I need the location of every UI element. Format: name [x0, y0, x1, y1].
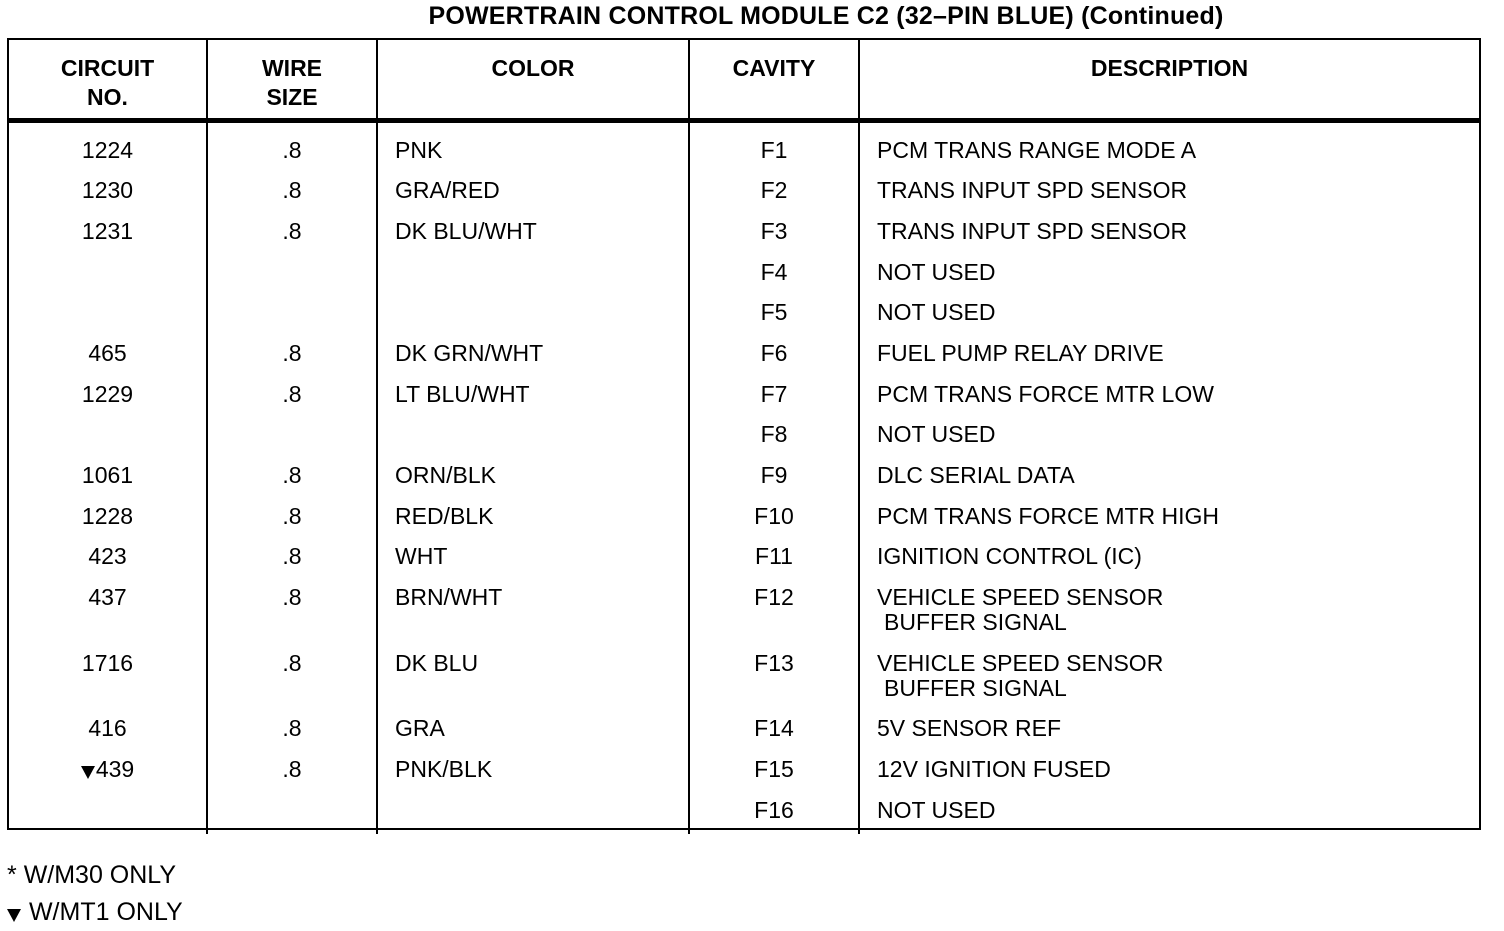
cell-description [859, 585, 1479, 651]
cell-circuit [9, 341, 207, 382]
cell-cavity: F8 [689, 422, 859, 463]
cell-wire-size [207, 300, 377, 341]
table-row [9, 219, 1479, 260]
cell-cavity: F6 [689, 341, 859, 382]
header-circuit-no [9, 40, 207, 120]
cell-wire-size: .8 [207, 382, 377, 423]
circuit-number: 1716 [81, 649, 134, 676]
header-circuit-line1: CIRCUIT [60, 55, 155, 81]
cell-color: LT BLU/WHT [377, 382, 689, 423]
cell-description [859, 300, 1479, 341]
table-row [9, 382, 1479, 423]
cell-wire-size: .8 [207, 219, 377, 260]
cell-color: BRN/WHT [377, 585, 689, 651]
cell-circuit [9, 544, 207, 585]
cell-circuit [9, 757, 207, 798]
cell-description [859, 716, 1479, 757]
description-line1: NOT USED [877, 796, 996, 823]
cell-cavity: F12 [689, 585, 859, 651]
cell-wire-size: .8 [207, 341, 377, 382]
header-description: DESCRIPTION [859, 40, 1479, 120]
cell-wire-size: .8 [207, 544, 377, 585]
table-row [9, 651, 1479, 717]
description-line1: PCM TRANS FORCE MTR LOW [877, 380, 1214, 407]
cell-description [859, 422, 1479, 463]
cell-circuit [9, 463, 207, 504]
pinout-table [9, 40, 1479, 834]
cell-description [859, 798, 1479, 834]
table-row [9, 341, 1479, 382]
cell-circuit [9, 422, 207, 463]
page-title: POWERTRAIN CONTROL MODULE C2 (32–PIN BLUE) (Continued) [428, 2, 1224, 30]
cell-color: PNK/BLK [377, 757, 689, 798]
cell-description [859, 178, 1479, 219]
cell-cavity: F1 [689, 120, 859, 178]
header-color: COLOR [377, 40, 689, 120]
footnote-asterisk: * [7, 861, 17, 889]
cell-color: WHT [377, 544, 689, 585]
header-wire-line2: SIZE [266, 84, 318, 110]
cell-cavity: F2 [689, 178, 859, 219]
cell-circuit [9, 585, 207, 651]
table-header [9, 40, 1479, 120]
cell-cavity: F10 [689, 504, 859, 545]
cell-circuit [9, 120, 207, 178]
cell-description [859, 463, 1479, 504]
footnotes [7, 857, 183, 931]
cell-color [377, 798, 689, 834]
cell-wire-size: .8 [207, 120, 377, 178]
cell-cavity: F9 [689, 463, 859, 504]
cell-color [377, 422, 689, 463]
cell-description [859, 544, 1479, 585]
cell-color: GRA [377, 716, 689, 757]
cell-circuit [9, 504, 207, 545]
description-line1: VEHICLE SPEED SENSOR [877, 584, 1164, 611]
cell-circuit [9, 798, 207, 834]
footnote-mt1-text: W/MT1 ONLY [28, 898, 183, 926]
cell-description [859, 120, 1479, 178]
cell-wire-size: .8 [207, 757, 377, 798]
cell-description [859, 757, 1479, 798]
cell-color: DK BLU/WHT [377, 219, 689, 260]
cell-color: GRA/RED [377, 178, 689, 219]
cell-wire-size [207, 422, 377, 463]
circuit-number: 1228 [81, 502, 134, 529]
cell-wire-size: .8 [207, 463, 377, 504]
cell-circuit [9, 651, 207, 717]
cell-circuit [9, 260, 207, 301]
table-row [9, 716, 1479, 757]
table-row [9, 120, 1479, 178]
circuit-number: 1061 [81, 462, 134, 488]
description-line1: PCM TRANS FORCE MTR HIGH [877, 502, 1220, 529]
cell-cavity: F3 [689, 219, 859, 260]
circuit-number: 416 [88, 715, 127, 742]
cell-color: ORN/BLK [377, 463, 689, 504]
cell-cavity: F7 [689, 382, 859, 423]
cell-cavity: F14 [689, 716, 859, 757]
circuit-number: 439 [95, 756, 135, 783]
table-row [9, 544, 1479, 585]
description-line1: NOT USED [877, 299, 996, 326]
cell-color: DK GRN/WHT [377, 341, 689, 382]
description-line1: DLC SERIAL DATA [877, 462, 1075, 488]
cell-cavity: F5 [689, 300, 859, 341]
header-wire-line1: WIRE [261, 55, 323, 81]
cell-circuit [9, 716, 207, 757]
triangle-down-icon [7, 909, 21, 922]
cell-circuit [9, 178, 207, 219]
cell-cavity: F13 [689, 651, 859, 717]
cell-wire-size [207, 798, 377, 834]
cell-cavity: F15 [689, 757, 859, 798]
circuit-number: 437 [88, 584, 127, 611]
cell-cavity: F4 [689, 260, 859, 301]
table-row [9, 798, 1479, 834]
table-row [9, 260, 1479, 301]
header-circuit-line2: NO. [87, 84, 128, 110]
footnote-m30-text: W/M30 ONLY [23, 861, 177, 889]
cell-wire-size [207, 260, 377, 301]
description-line1: FUEL PUMP RELAY DRIVE [877, 339, 1164, 366]
cell-circuit [9, 219, 207, 260]
table-row [9, 300, 1479, 341]
table-row [9, 422, 1479, 463]
cell-wire-size: .8 [207, 178, 377, 219]
footnote-m30 [7, 857, 183, 894]
cell-cavity: F16 [689, 798, 859, 834]
cell-color: DK BLU [377, 651, 689, 717]
description-line1: 5V SENSOR REF [877, 715, 1062, 742]
table-row [9, 757, 1479, 798]
header-wire-size [207, 40, 377, 120]
circuit-number: 465 [88, 339, 127, 366]
cell-wire-size: .8 [207, 716, 377, 757]
cell-description [859, 382, 1479, 423]
header-cavity: CAVITY [689, 40, 859, 120]
cell-description [859, 260, 1479, 301]
cell-circuit [9, 300, 207, 341]
description-line1: VEHICLE SPEED SENSOR [877, 649, 1164, 676]
cell-color: RED/BLK [377, 504, 689, 545]
description-line1: TRANS INPUT SPD SENSOR [877, 217, 1188, 244]
description-line1: 12V IGNITION FUSED [877, 756, 1111, 783]
cell-description [859, 219, 1479, 260]
table-row [9, 504, 1479, 545]
description-line1: PCM TRANS RANGE MODE A [877, 136, 1197, 163]
cell-description [859, 341, 1479, 382]
triangle-down-icon [81, 766, 95, 779]
connector-table [7, 38, 1481, 830]
circuit-number: 1231 [81, 217, 134, 244]
description-line1: NOT USED [877, 258, 996, 285]
table-row [9, 585, 1479, 651]
circuit-number: 1229 [81, 380, 134, 407]
cell-wire-size: .8 [207, 585, 377, 651]
cell-color: PNK [377, 120, 689, 178]
circuit-number: 423 [88, 543, 127, 570]
cell-wire-size: .8 [207, 504, 377, 545]
description-line1: TRANS INPUT SPD SENSOR [877, 177, 1188, 204]
cell-cavity: F11 [689, 544, 859, 585]
cell-description [859, 504, 1479, 545]
footnote-mt1 [7, 894, 183, 931]
cell-wire-size: .8 [207, 651, 377, 717]
table-row [9, 463, 1479, 504]
cell-circuit [9, 382, 207, 423]
description-line1: NOT USED [877, 421, 996, 448]
description-line1: IGNITION CONTROL (IC) [877, 543, 1142, 570]
cell-description [859, 651, 1479, 717]
cell-color [377, 260, 689, 301]
cell-color [377, 300, 689, 341]
description-line2: BUFFER SIGNAL [884, 674, 1067, 701]
circuit-number: 1224 [81, 136, 134, 163]
table-body [9, 120, 1479, 834]
table-row [9, 178, 1479, 219]
circuit-number: 1230 [81, 177, 134, 204]
description-line2: BUFFER SIGNAL [884, 609, 1067, 636]
